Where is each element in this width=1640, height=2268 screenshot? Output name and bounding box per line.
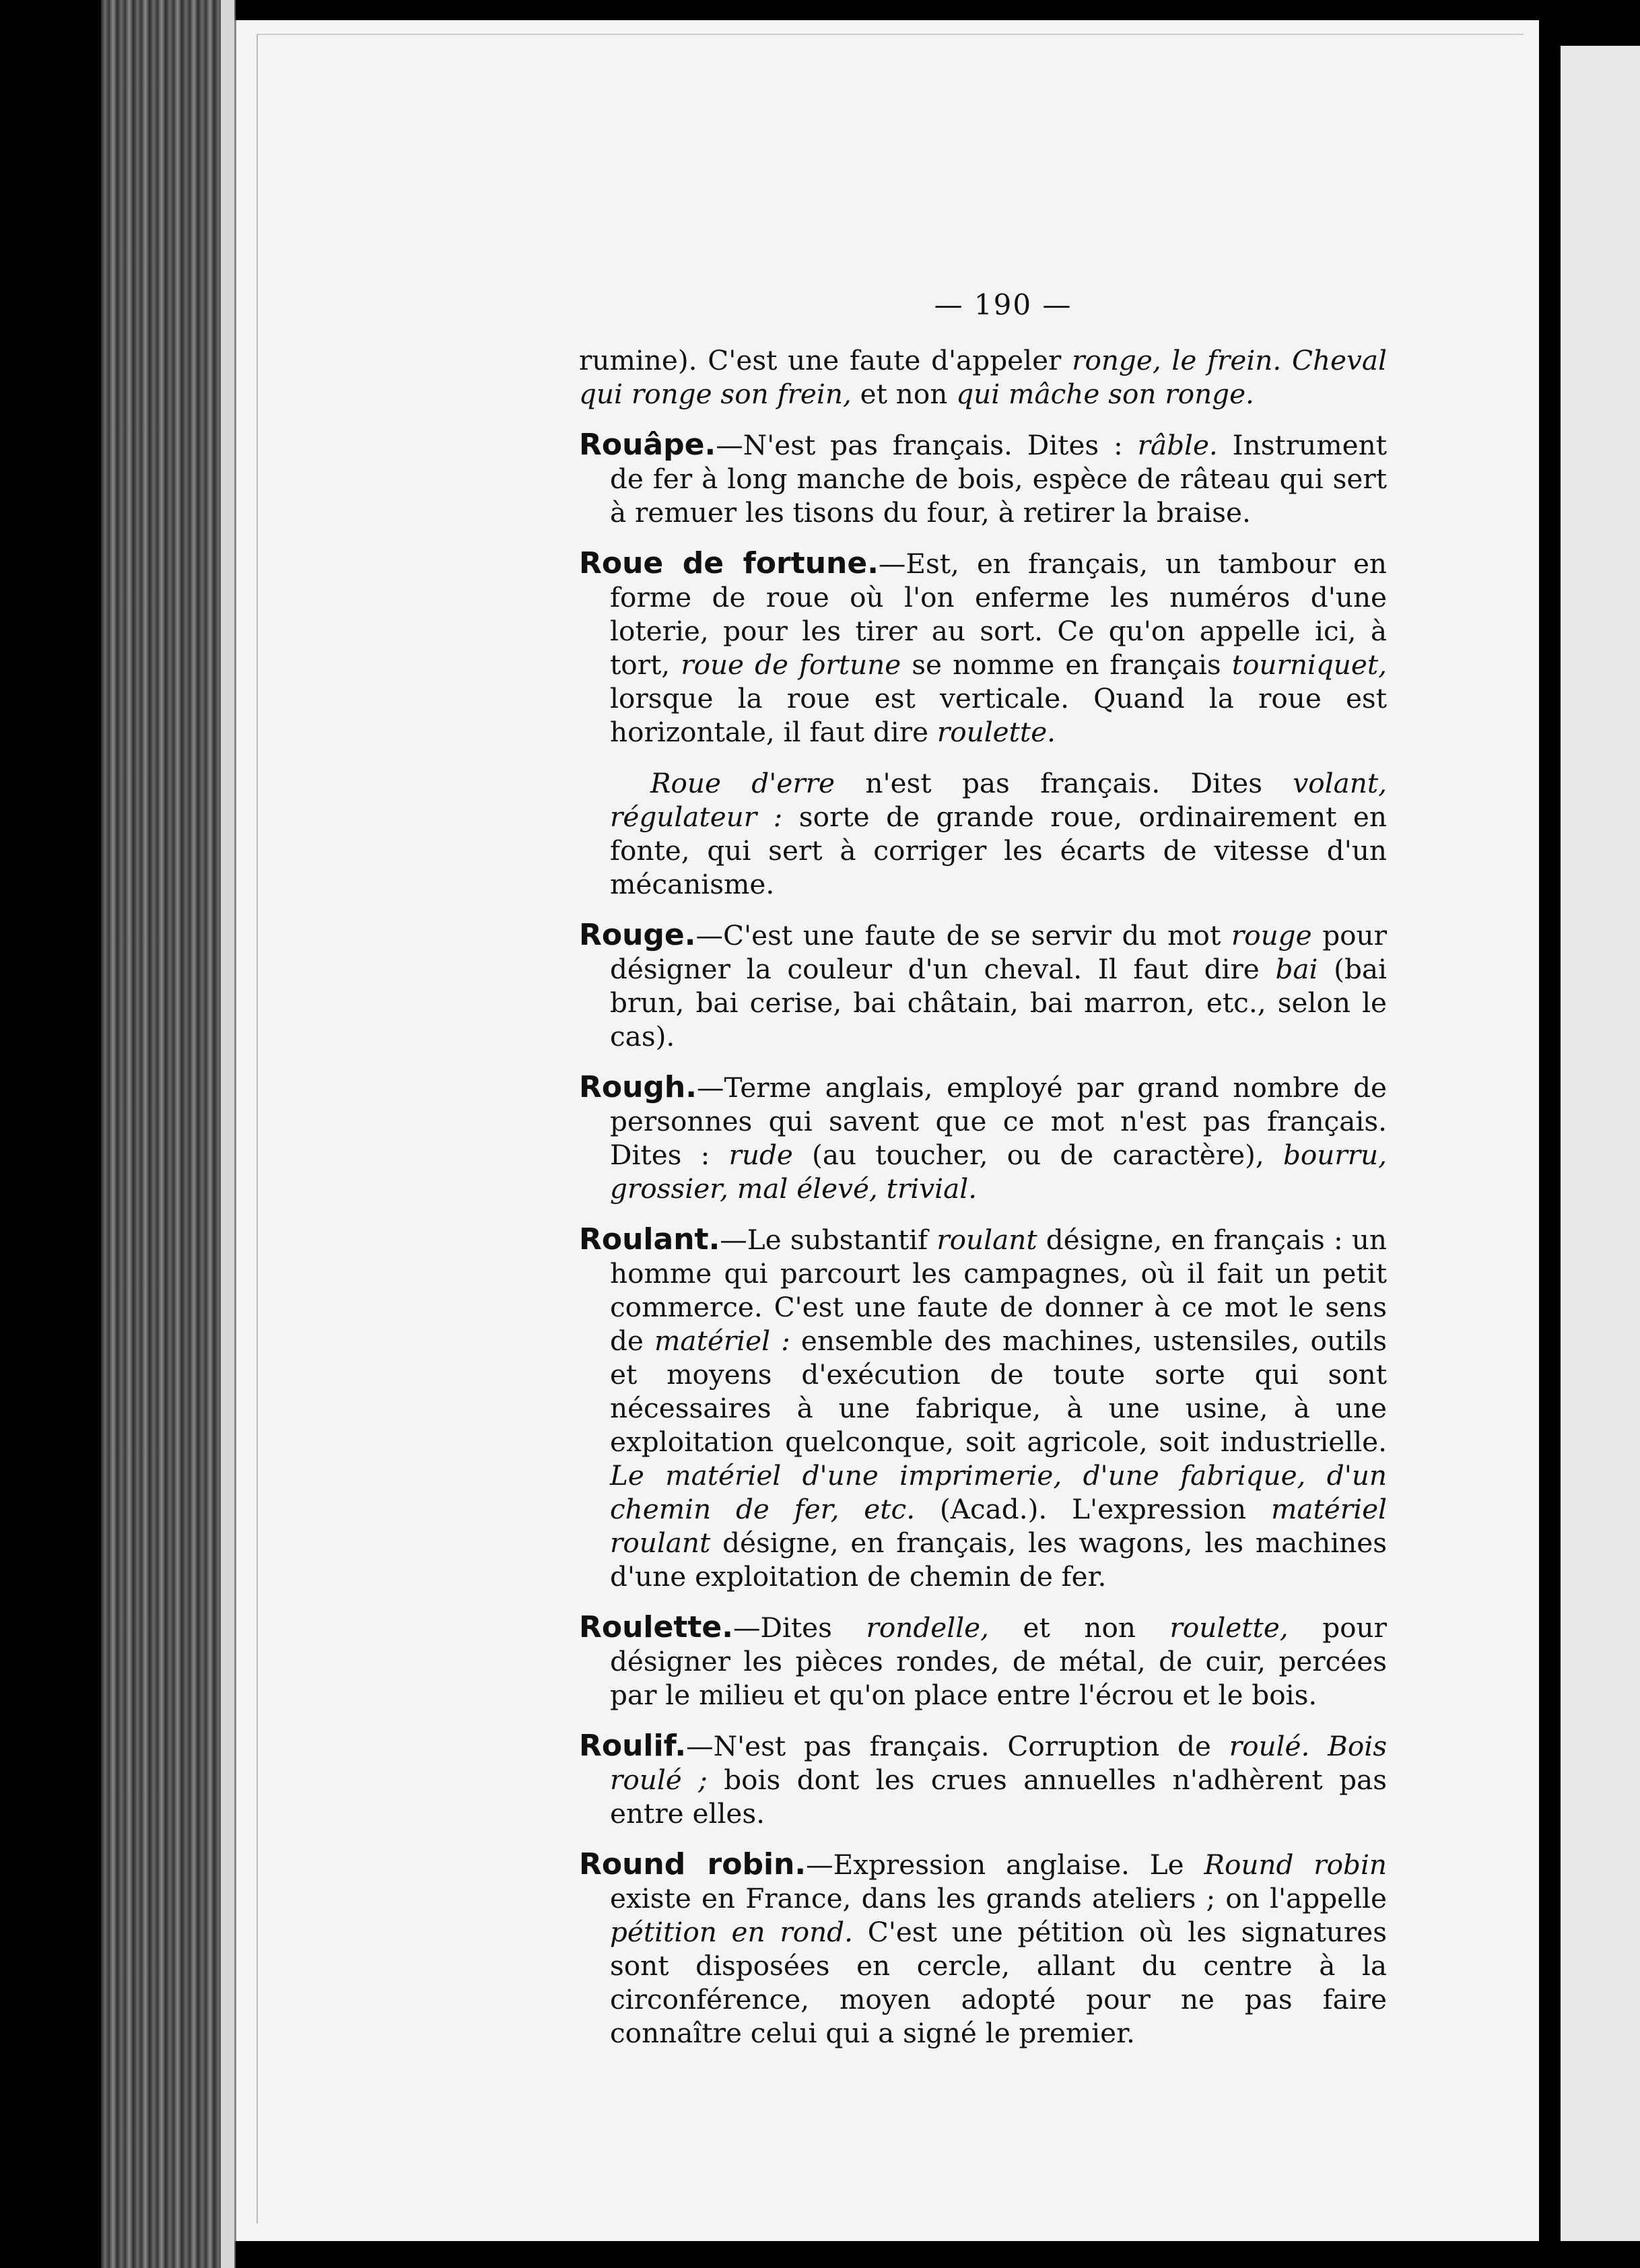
dictionary-content: [579, 343, 1387, 2067]
entry-round-robin: [579, 1848, 1387, 2050]
book-edge-highlight: [221, 0, 234, 2268]
italic-text: qui mâche son ronge.: [956, 378, 1254, 410]
entry-roulant: [579, 1223, 1387, 1593]
entry-roue-derre: [579, 766, 1387, 901]
italic-text: roulette,: [1169, 1611, 1289, 1644]
headword: Roue de fortune.: [579, 546, 879, 580]
italic-text: rude: [728, 1139, 793, 1171]
headword: Rough.: [579, 1070, 697, 1104]
body-text: bois dont les crues annuelles n'adhèrent pas entre elles.: [610, 1764, 1387, 1830]
italic-text: tourniquet,: [1231, 648, 1387, 681]
body-text: pour désigner les pièces rondes, de métal, de cuir, percées par le milieu et qu'on place entre l'écrou et le bois.: [610, 1611, 1387, 1711]
body-text: n'est pas français. Dites: [835, 767, 1293, 799]
body-text: —C'est une faute de se servir du mot: [695, 919, 1231, 952]
body-text: pour désigner la couleur d'un cheval. Il faut dire: [610, 919, 1387, 985]
italic-text: bourru, grossier, mal élevé, trivial.: [610, 1139, 1388, 1205]
italic-text: bai: [1275, 953, 1318, 985]
italic-text: rondelle,: [866, 1611, 989, 1644]
entry-rouape: [579, 428, 1387, 529]
facing-page-edge: [1561, 46, 1640, 2241]
body-text: Instrument de fer à long manche de bois, espèce de râteau qui sert à remuer les tisons du four, à retirer la braise.: [610, 429, 1387, 529]
body-text: —Est, en français, un tambour en forme de roue où l'on enferme les numéros d'une loterie, pour les tirer au sort. Ce qu'on appelle ici, à tort,: [610, 547, 1387, 681]
body-text: (bai brun, bai cerise, bai châtain, bai marron, etc., selon le cas).: [610, 953, 1387, 1053]
italic-text: roulette.: [936, 716, 1056, 748]
italic-text: matériel :: [654, 1325, 790, 1357]
italic-text: roulant: [936, 1224, 1037, 1256]
body-text: et non: [988, 1611, 1170, 1644]
body-text: —N'est pas français. Corruption de: [686, 1730, 1229, 1762]
italic-text: râble.: [1137, 429, 1218, 461]
body-text: désigne, en français : un homme qui parcourt les campagnes, où il fait un petit commerce. C'est une faute de donner à ce mot le sens de: [610, 1224, 1387, 1357]
italic-text: volant, régulateur :: [610, 767, 1387, 833]
body-text: (au toucher, ou de caractère),: [792, 1139, 1283, 1171]
body-text: —Expression anglaise. Le: [806, 1848, 1204, 1881]
italic-text: roue de fortune: [681, 648, 901, 681]
body-text: —Dites: [732, 1611, 866, 1644]
body-text: —Terme anglais, employé par grand nombre de personnes qui savent que ce mot n'est pas français. Dites :: [610, 1071, 1387, 1171]
body-text: ensemble des machines, ustensiles, outils et moyens d'exécution de toute sorte qui sont nécessaires à une fabrique, à une usine, à une exploitation quelconque, soit agricole, soit industrielle.: [610, 1325, 1387, 1458]
entry-rough: [579, 1071, 1387, 1205]
italic-text: matériel roulant: [610, 1493, 1387, 1559]
body-text: se nomme en français: [901, 648, 1232, 681]
body-text: lorsque la roue est verticale. Quand la roue est horizontale, il faut dire: [610, 682, 1387, 748]
italic-text: Le matériel d'une imprimerie, d'une fabrique, d'un chemin de fer, etc.: [610, 1459, 1387, 1525]
entry-roue-de-fortune: [579, 547, 1387, 749]
body-text: C'est une pétition où les signatures sont disposées en cercle, allant du centre à la circonférence, moyen adopté pour ne pas faire connaître celui qui a signé le premier.: [610, 1916, 1387, 2049]
headword: Roulif.: [579, 1729, 687, 1763]
body-text: rumine). C'est une faute d'appeler: [579, 344, 1072, 376]
italic-text: pétition en rond.: [610, 1916, 853, 1948]
headword: Rouâpe.: [579, 428, 716, 462]
body-text: (Acad.). L'expression: [915, 1493, 1271, 1525]
entry-cont: [579, 343, 1387, 411]
body-text: —Le substantif: [720, 1224, 937, 1256]
body-text: désigne, en français, les wagons, les machines d'une exploitation de chemin de fer.: [610, 1527, 1387, 1593]
italic-text: Round robin: [1204, 1848, 1387, 1881]
italic-text: ronge, le frein. Cheval qui ronge son frein,: [579, 344, 1387, 410]
book-edge-stripes: [101, 0, 236, 2268]
body-text: et non: [851, 378, 957, 410]
headword: Roulant.: [579, 1222, 720, 1257]
headword: Round robin.: [579, 1847, 807, 1881]
italic-text: rouge: [1231, 919, 1312, 952]
page-number: — 190 —: [934, 288, 1072, 321]
italic-text: Roue d'erre: [650, 767, 835, 799]
entry-rouge: [579, 919, 1387, 1053]
headword: Rouge.: [579, 918, 696, 952]
entry-roulette: [579, 1611, 1387, 1712]
body-text: —N'est pas français. Dites :: [716, 429, 1138, 461]
italic-text: roulé. Bois roulé ;: [610, 1730, 1387, 1796]
entry-roulif: [579, 1729, 1387, 1830]
headword: Roulette.: [579, 1610, 733, 1644]
body-text: existe en France, dans les grands ateliers ; on l'appelle: [610, 1882, 1387, 1914]
body-text: sorte de grande roue, ordinairement en fonte, qui sert à corriger les écarts de vitesse d'un mécanisme.: [610, 801, 1387, 900]
